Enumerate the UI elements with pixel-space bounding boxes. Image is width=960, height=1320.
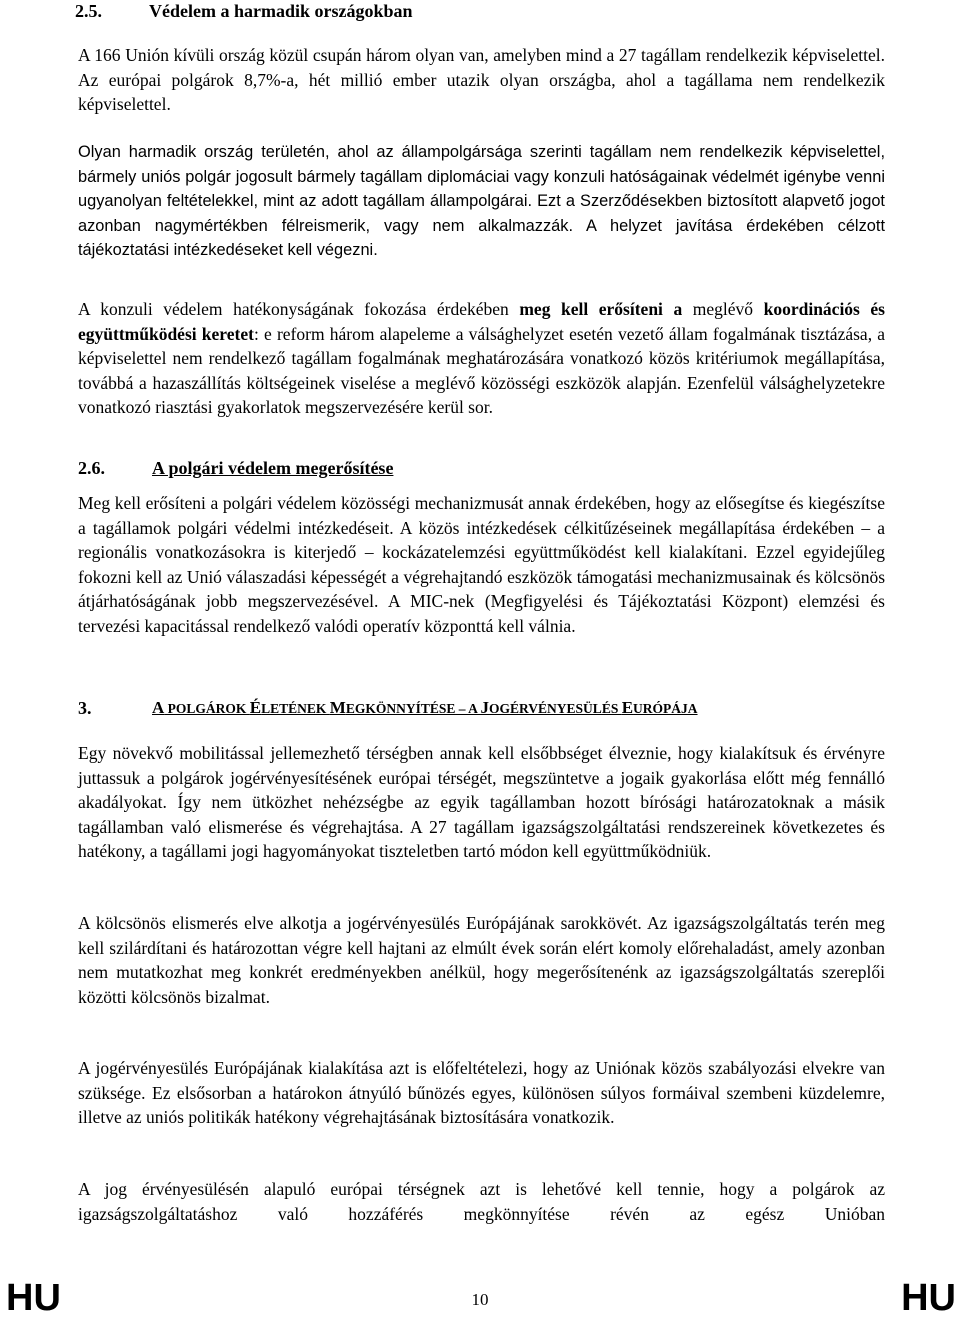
- paragraph-3-3: A jogérvényesülés Európájának kialakítása azt is előfeltételezi, hogy az Uniónak közös szabályozási elvekre van szüksége. Ez elsősorban a határokon átnyúló bűnözés egyes, különösen súlyos formáival szembeni küzdelemre, illetve az uniós politikák hatékony végrehajtásának biztosítására vonatkozik.: [78, 1058, 885, 1128]
- paragraph-3-2: A kölcsönös elismerés elve alkotja a jogérvényesülés Európájának sarokkövét. Az igazságszolgáltatás terén meg kell szilárdítani és határozottan végre kell hajtani az elmúlt évek során elért komoly előrehaladást, amely azonban nem mutatkozhat meg konkrét eredményekben anélkül, hogy megerősítenénk az igazságszolgáltatás szereplői közötti kölcsönös bizalmat.: [78, 913, 885, 1007]
- title-part: M: [329, 698, 346, 717]
- bold-text: meg kell erősíteni a: [519, 299, 683, 319]
- section-number: 2.5.: [75, 1, 102, 21]
- paragraph-2-6-1: Meg kell erősíteni a polgári védelem közösségi mechanizmusát annak érdekében, hogy az elősegítse és kiegészítse a tagállamok polgári védelmi intézkedéseit. A közös intézkedések célkitűzéseinek megállapítása érdekében – a regionális vonatkozásokra is kiterjedő – kockázatelemzési együttműködést kell kialakítani. Ezzel egyidejűleg fokozni kell az Unió válaszadási képességét a végrehajtandó eszközök támogatási mechanizmusainak és kölcsönös átjárhatóságának jobb megszervezésével. A MIC-nek (Megfigyelési és Tájékoztatási Központ) elemzési és tervezési kapacitással rendelkező valódi operatív központtá kell válnia.: [78, 493, 885, 636]
- footer-language-code-right: HU: [901, 1277, 956, 1319]
- section-heading-2-6: [78, 457, 885, 479]
- paragraph-2-5-3: [78, 297, 885, 420]
- section-number: 3.: [78, 698, 92, 718]
- text-run: A konzuli védelem hatékonyságának fokozása érdekében: [78, 299, 520, 319]
- paragraph-3-4: A jog érvényesülésén alapuló európai térségnek azt is lehetővé kell tennie, hogy a polgárok az igazságszolgáltatáshoz való hozzáférés megkönnyítése révén az egész Unióban: [78, 1179, 885, 1224]
- paragraph-2-5-2: Olyan harmadik ország területén, ahol az állampolgársága szerinti tagállam nem rendelkezik képviselettel, bármely uniós polgár jogosult bármely tagállam diplomáciai vagy konzuli hatóságainak védelmét igénybe venni ugyanolyan feltételekkel, mint az adott tagállam állampolgárai. Ezt a Szerződésekben biztosított alapvető jogot azonban nagymértékben félreismerik, vagy nem alkalmazzák. A helyzet javítása érdekében célzott tájékoztatási intézkedéseket kell végezni.: [78, 143, 885, 260]
- bold-text: koordinációs és együttműködési keretet: [78, 299, 885, 344]
- section-heading-2-5: [75, 0, 885, 22]
- title-part: J: [480, 698, 490, 717]
- page-number: 10: [471, 1290, 489, 1309]
- footer-language-code-left: HU: [6, 1277, 61, 1319]
- section-heading-3: [78, 697, 885, 720]
- text-run: : e reform három alapeleme a válsághelyzet esetén vezető állam fogalmának tisztázása, a képviselettel nem rendelkező tagállam fogalmának meghatározására vonatkozó közös kritériumok megállapítása, továbbá a hazaszállítás költségeinek viselése a meglévő közösségi eszközök alapján. Ezenfelül válsághelyzetekre vonatkozó riasztási gyakorlatok megszervezésére kerül sor.: [78, 323, 886, 418]
- title-part: A: [152, 698, 165, 717]
- section-number: 2.6.: [78, 458, 105, 478]
- text-run: meglévő: [682, 299, 764, 319]
- section-title: A polgári védelem megerősítése: [152, 458, 394, 478]
- title-part: POLGÁROK: [164, 701, 250, 716]
- title-part: OGÉRVÉNYESÜLÉS: [489, 701, 622, 716]
- title-part: URÓPÁJA: [633, 701, 698, 716]
- title-part: É: [249, 698, 262, 717]
- section-title: Védelem a harmadik országokban: [149, 1, 413, 21]
- section-title: [152, 697, 698, 720]
- title-part: LETÉNEK: [261, 701, 330, 716]
- title-part: E: [621, 698, 634, 717]
- title-part: EGKÖNNYÍTÉSE – A: [345, 701, 481, 716]
- paragraph-2-5-1: A 166 Unión kívüli ország közül csupán három olyan van, amelyben mind a 27 tagállam rendelkezik képviselettel. Az európai polgárok 8,7%-a, hét millió ember utazik olyan országba, ahol a tagállama nem rendelkezik képviselettel.: [78, 45, 885, 115]
- paragraph-3-1: Egy növekvő mobilitással jellemezhető térségben annak kell elsőbbséget élveznie, hogy kialakítsuk és érvényre juttassuk a polgárok jogérvényesítésének európai térségét, megszüntetve a jogaik gyakorlása előtt még fennálló akadályokat. Így nem ütközhet nehézségbe az egyik tagállamban hozott bírósági határozatoknak a másik tagállamban való elismerése és végrehajtása. A 27 tagállam igazságszolgáltatási rendszereinek következetes és hatékony, a tagállami jogi hagyományokat tiszteletben tartó módon kell együttműködniük.: [78, 743, 885, 862]
